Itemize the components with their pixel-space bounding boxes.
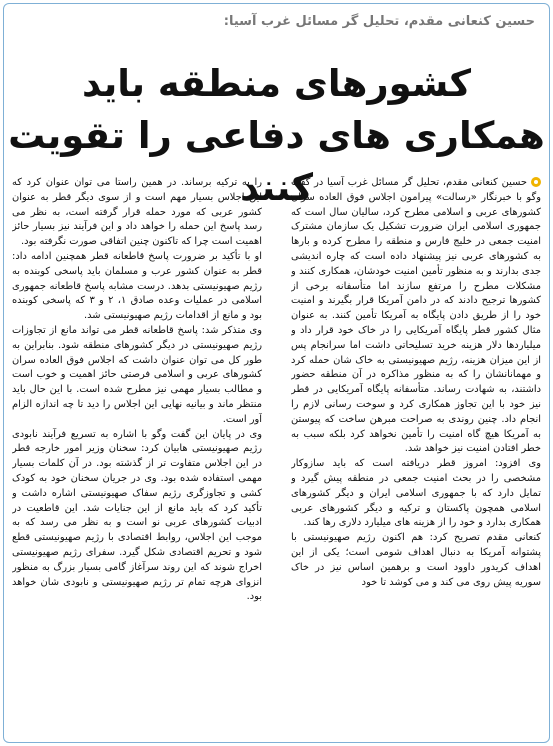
headline-line-2: همکاری های دفاعی را تقویت کنند <box>8 114 545 209</box>
headline-line-1: کشورهای منطقه باید <box>81 62 472 105</box>
paragraph: وی افزود: امروز قطر دریافته است که باید سازوکار مشخصی را در بحث امنیت جمعی در منطقه پیش گیرد و تمایل دارد که با جمهوری اسلامی ایران و دیگر کشورهای اسلامی همچون پاکستان و ترکیه و دیگر کشورهای عربی همکاری بدارد و خود را از هزینه های میلیارد دلاری رها کند. <box>291 458 541 529</box>
article-kicker: حسین کنعانی مقدم، تحلیل گر مسائل غرب آسیا: <box>223 14 535 29</box>
article-frame <box>3 3 550 743</box>
paragraph-text: حسین کنعانی مقدم، تحلیل گر مسائل غرب آسیا در گفت وگو با خبرنگار «رسالت» پیرامون اجلاس فوق العاده سران کشورهای عربی و اسلامی مطرح کرد، سالیان سال است که جمهوری اسلامی ایران ضرورت تشکیل یک سازمان مشترک امنیت جمعی در خلیج فارس و منطقه را مطرح کرده و بارها به کشورهای عربی نیز پیشنهاد داده است که چاره اندیشی جدی بدارند و به منظور تأمین امنیت خودشان، همکاری کنند و مشکلات مطرح را مرتفع سازند اما متأسفانه برخی از کشورها ترجیح دادند که در دامن آمریکا قرار بگیرند و امنیت خود را از طریق دادن پایگاه به آمریکا تأمین کنند. به عنوان مثال کشور قطر پایگاه آمریکایی را در خاک خود قرار داد و میلیاردها دلار هزینه خرید تسلیحاتی داشت اما سرانجام پس از این میزان هزینه، رژیم صهیونیستی به خاک شان حمله کرد و مهمانانشان را که به منظور مذاکره در آن منطقه حضور داشتند، به شهادت رساند. متأسفانه پایگاه آمریکایی در قطر نیز خود با این تجاوز همکاری کرد و سوخت رسانی لازم را انجام داد. چنین روندی به صراحت مبرهن ساخت که پیوستن به آمریکا هیچ گاه امنیت را تأمین نخواهد کرد بلکه سبب به خطر افتادن امنیت نیز خواهد شد. <box>291 177 541 455</box>
paragraph: وی متذکر شد: پاسخ قاطعانه قطر می تواند مانع از تجاوزات رژیم صهیونیستی در دیگر کشورهای منطقه شود. بنابراین به طور کل می توان عنوان داشت که اجلاس فوق العاده سران کشورهای عربی و اسلامی فرصتی حائز اهمیت و خوب است و مطالب بسیار مهمی نیز مطرح شده است. با این حال باید منتظر ماند و بیانیه نهایی این اجلاس را دید تا چه اندازه الزام آور است. <box>12 324 262 425</box>
paragraph: وی در پایان این گفت وگو با اشاره به تسریع فرآیند نابودی رژیم صهیونیستی هابیان کرد: سخنان وزیر امور خارجه قطر در این اجلاس متفاوت تر از گذشته بود. در آن کلمات بسیار مهمی استفاده شده بود. وی در جریان سخنان خود به کودک کشی و تجاوزگری رژیم سفاک صهیونیستی اشاره داشت و تأکید کرد که باید مانع از این جنایات شد. این قاطعیت در ادبیات کشورهای عربی نو است و به نظر می رسد که به موجب این اجلاس، روابط اقتصادی با رژیم صهیونیستی قطع شود و تحریم اقتصادی شکل گیرد. سفرای رژیم صهیونیستی اخراج شوند که این روند سرآغاز گامی بسیار بزرگ به منظور انزوای هرچه تمام تر رژیم صهیونیستی و نابودی شان خواهد بود. <box>12 428 262 603</box>
article-column-left <box>12 176 262 736</box>
paragraph <box>291 176 541 457</box>
article-column-right <box>291 176 541 736</box>
bullet-icon <box>531 177 541 187</box>
paragraph: کنعانی مقدم تصریح کرد: هم اکنون رژیم صهیونیستی با پشتوانه آمریکا به دنبال اهداف شومی است؛ یکی از این اهداف کریدور داوود است و برهمین اساس نیز در خاک سوریه پیش روی می کند و می کوشد تا خود <box>291 532 541 588</box>
paragraph: او با تأکید بر ضرورت پاسخ قاطعانه قطر همچنین ادامه داد: قطر به عنوان کشور عرب و مسلمان باید پاسخی کوبنده به رژیم صهیونیستی بدهد. درست مشابه پاسخ قاطعانه جمهوری اسلامی در عملیات وعده صادق ۱، ۲ و ۳ که پاسخی کوبنده بود و مانع از اقدامات رژیم صهیونیستی شد. <box>12 250 262 322</box>
paragraph: را به ترکیه برساند. در همین راستا می توان عنوان کرد که این اجلاس بسیار مهم است و از سوی دیگر قطر به عنوان کشور عربی که مورد حمله قرار گرفته است، به نظر می رسد پاسخ این حمله را خواهد داد و این فرآیند نیز بسیار حائز اهمیت است چرا که تاکنون چنین اتفاقی صورت نگرفته بود. <box>12 177 262 248</box>
